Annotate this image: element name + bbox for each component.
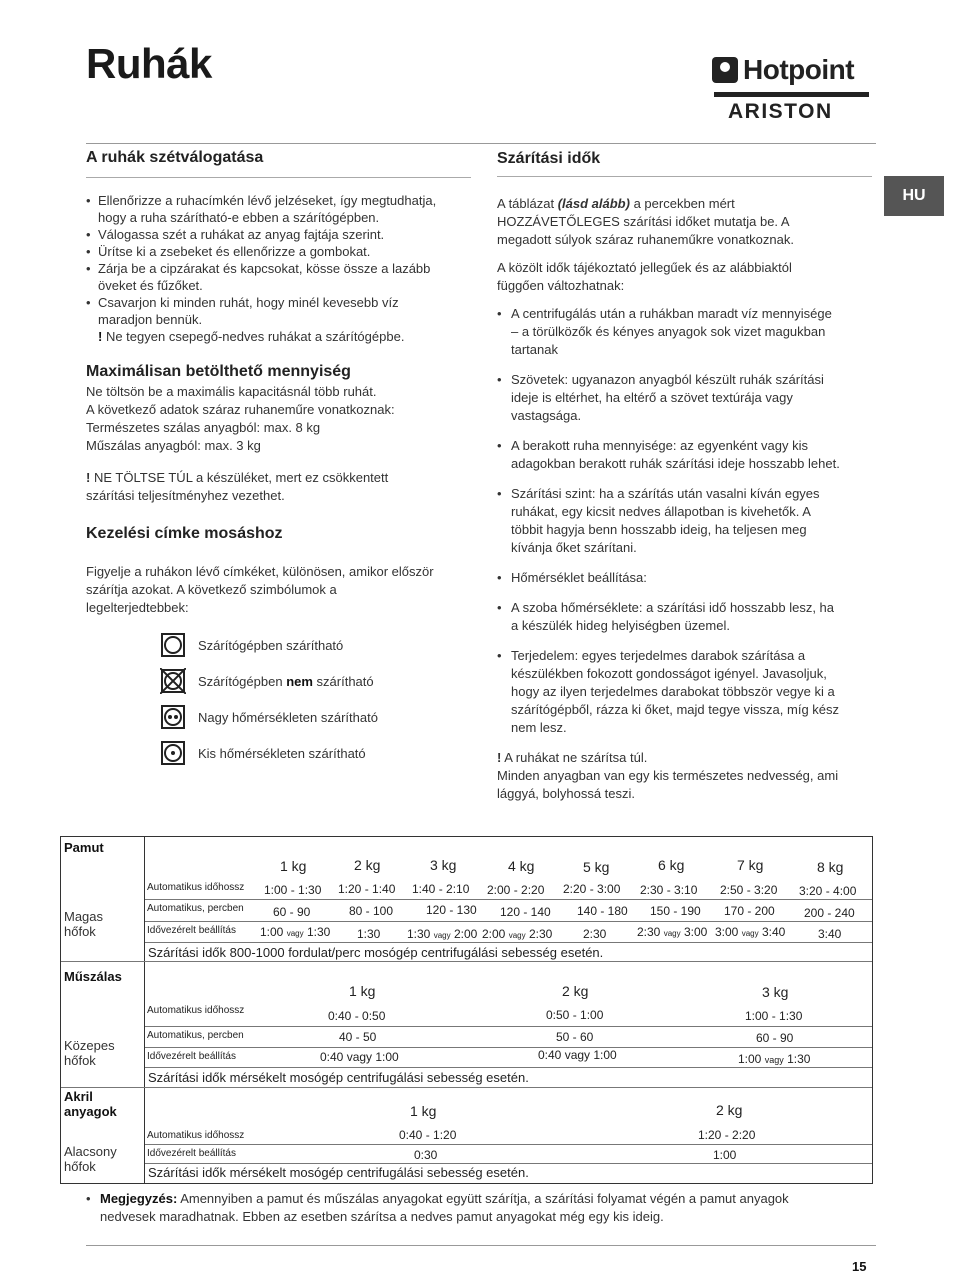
no-tumble-dry-icon — [160, 668, 186, 694]
table-cell: 1:00 vagy 1:30 — [738, 1052, 811, 1066]
drying-times-heading: Szárítási idők — [497, 150, 601, 167]
table-cell: 1 kg — [410, 1103, 437, 1119]
care-label-heading: Kezelési címke mosáshoz — [86, 525, 283, 542]
brand-logo — [712, 54, 872, 124]
table-cell: 60 - 90 — [756, 1031, 794, 1045]
brand-sub: ARISTON — [728, 100, 833, 123]
table-cell: 60 - 90 — [273, 905, 311, 919]
table-cell: 2:00 vagy 2:30 — [482, 927, 553, 941]
synthetic-temp: Közepes hőfok — [64, 1038, 115, 1068]
header-divider — [86, 143, 876, 144]
table-cell: 2:30 - 3:10 — [640, 883, 698, 897]
row-label: Automatikus időhossz — [147, 882, 245, 893]
row-divider — [145, 899, 872, 900]
table-cell: 2:20 - 3:00 — [563, 882, 621, 896]
table-cell: 3:00 vagy 3:40 — [715, 925, 786, 939]
table-cell: 80 - 100 — [349, 904, 394, 918]
language-tab: HU — [884, 176, 944, 216]
table-cell: 40 - 50 — [339, 1030, 377, 1044]
table-cell: 1:30 — [357, 927, 381, 941]
list-item: • A szoba hőmérséklete: a szárítási idő hosszabb lesz, ha a készülék hideg helyiségben üzemel. — [497, 599, 872, 635]
footnote: • Megjegyzés: Amennyiben a pamut és műszálas anyagokat együtt szárítja, a szárítási folyamat végén a pamut anyagok nedvesek maradhatnak. Ebben az esetben szárítsa a nedves pamut anyagokat még egy kis ideig. — [86, 1191, 789, 1224]
row-divider — [145, 1163, 872, 1164]
list-item: • Zárja be a cipzárakat és kapcsokat, kösse össze a lazább öveket és fűzőket. — [86, 260, 471, 294]
list-item: • Ürítse ki a zsebeket és ellenőrizze a gombokat. — [86, 243, 471, 260]
table-cell: 1:00 — [713, 1148, 737, 1162]
table-cell: 0:40 - 0:50 — [328, 1009, 386, 1023]
row-label: Idővezérelt beállítás — [147, 1051, 236, 1062]
left-column — [86, 148, 471, 771]
row-divider — [145, 1047, 872, 1048]
tumble-dry-icon — [160, 632, 186, 658]
synthetic-category: Műszálas — [64, 969, 122, 984]
table-cell: 3 kg — [762, 984, 789, 1000]
list-item: • Válogassa szét a ruhákat az anyag fajtája szerint. — [86, 226, 471, 243]
table-cell: 150 - 190 — [650, 904, 701, 918]
table-cell: 0:40 - 1:20 — [399, 1128, 457, 1142]
table-cell: 0:40 vagy 1:00 — [320, 1050, 399, 1064]
page-title: Ruhák — [86, 40, 212, 87]
drying-factors: A közölt idők tájékoztató jellegűek és az alábbiaktól függően változhatnak: — [497, 260, 792, 293]
max-load-heading: Maximálisan betölthető mennyiség — [86, 363, 351, 380]
drying-time-table — [60, 836, 873, 1184]
row-divider — [145, 1144, 872, 1145]
symbol-row: Szárítógépben nem szárítható — [86, 663, 471, 699]
page-number: 15 — [852, 1259, 867, 1274]
table-cell: 1:00 - 1:30 — [264, 883, 322, 897]
row-label: Idővezérelt beállítás — [147, 925, 236, 936]
table-cell: 0:50 - 1:00 — [546, 1008, 604, 1022]
brand-name: Hotpoint — [743, 54, 855, 85]
row-divider — [145, 1026, 872, 1027]
table-cell: 50 - 60 — [556, 1030, 594, 1044]
table-cell: 6 kg — [658, 857, 685, 873]
cotton-temp: Magas hőfok — [64, 909, 104, 939]
table-cell: 1:40 - 2:10 — [412, 882, 470, 896]
list-item: • Szövetek: ugyanazon anyagból készült ruhák szárítási ideje is eltérhet, ha eltérő a szövet textúrája vagy vastagsága. — [497, 371, 872, 425]
row-label: Automatikus, percben — [147, 1030, 244, 1041]
table-cell: 2:00 - 2:20 — [487, 883, 545, 897]
table-cell: 8 kg — [817, 859, 844, 875]
table-cell: 2 kg — [716, 1102, 743, 1118]
max-load-text: Ne töltsön be a maximális kapacitásnál több ruhát. A következő adatok száraz ruhaneműre vonatkoznak: Természetes szálas anyagból: max. 8 kg Műszálas anyagból: max. 3 kg — [86, 384, 395, 453]
logo-divider — [714, 92, 869, 97]
symbol-row: Szárítógépben szárítható — [86, 627, 471, 663]
drying-intro: A táblázat (lásd alább) a percekben mért HOZZÁVETŐLEGES szárítási időket mutatja be. A megadott súlyok száraz ruhaneműkre vonatkoznak. — [497, 196, 794, 247]
table-cell: 0:30 — [414, 1148, 438, 1162]
row-divider — [145, 942, 872, 943]
acrylic-category: Akril anyagok — [64, 1089, 117, 1119]
care-label-intro: Figyelje a ruhákon lévő címkéket, különösen, amikor először szárítja azokat. A következő szimbólumok a legelterjedtebbek: — [86, 564, 434, 615]
high-heat-icon — [160, 704, 186, 730]
acrylic-note: Szárítási idők mérsékelt mosógép centrifugálási sebesség esetén. — [148, 1165, 529, 1180]
symbol-row: Nagy hőmérsékleten szárítható — [86, 699, 471, 735]
table-cell: 4 kg — [508, 858, 535, 874]
drying-times-divider — [497, 176, 872, 177]
list-item: • Csavarjon ki minden ruhát, hogy minél kevesebb víz maradjon bennük. — [86, 294, 471, 328]
table-cell: 120 - 130 — [426, 903, 477, 917]
list-item: • Szárítási szint: ha a szárítás után vasalni kíván egyes ruhákat, egy kicsit nedves állapotban is kivehetők. A többit hagyja benn hosszabb ideig, ha teljesen meg kívánja őket szárítani. — [497, 485, 872, 557]
table-divider — [144, 837, 145, 1183]
hotpoint-logo-icon — [712, 57, 738, 83]
list-item: • Terjedelem: egyes terjedelmes darabok szárítása a készülékben fokozott gondosságot igényel. Javasoljuk, hogy az ilyen terjedelmes darabokat többször vegye ki a szárítógépből, rázza ki őket, majd tegye vissza, míg kész nem lesz. — [497, 647, 872, 737]
cotton-note: Szárítási idők 800-1000 fordulat/perc mosógép centrifugálási sebesség esetén. — [148, 945, 604, 960]
drying-factor-list — [497, 305, 872, 737]
drying-warning: ! A ruhákat ne szárítsa túl. Minden anyagban van egy kis természetes nedvesség, ami lággyá, bolyhossá teszi. — [497, 750, 839, 801]
table-cell: 3:40 — [818, 927, 842, 941]
symbol-list — [86, 627, 471, 771]
table-cell: 170 - 200 — [724, 904, 775, 918]
table-cell: 1:00 vagy 1:30 — [260, 925, 331, 939]
row-label: Idővezérelt beállítás — [147, 1148, 236, 1159]
table-cell: 2:50 - 3:20 — [720, 883, 778, 897]
footer-divider — [86, 1245, 876, 1246]
row-label: Automatikus, percben — [147, 903, 244, 914]
max-load-warning: ! NE TÖLTSE TÚL a készüléket, mert ez csökkentett szárítási teljesítményhez vezethet. — [86, 470, 389, 503]
table-cell: 5 kg — [583, 859, 610, 875]
list-item: • Hőmérséklet beállítása: — [497, 569, 872, 587]
list-item: • A berakott ruha mennyisége: az egyenként vagy kis adagokban berakott ruhák szárítási ideje hosszabb lehet. — [497, 437, 872, 473]
row-divider — [145, 921, 872, 922]
table-cell: 2:30 — [583, 927, 607, 941]
list-item: • Ellenőrizze a ruhacímkén lévő jelzéseket, így megtudhatja, hogy a ruha szárítható-e ebben a szárítógépben. — [86, 192, 471, 226]
table-cell: 1 kg — [349, 983, 376, 999]
table-cell: 140 - 180 — [577, 904, 628, 918]
row-divider — [61, 1087, 872, 1088]
table-cell: 1:20 - 1:40 — [338, 882, 396, 896]
sorting-divider — [86, 177, 471, 178]
acrylic-temp: Alacsony hőfok — [64, 1144, 117, 1174]
table-cell: 3 kg — [430, 857, 457, 873]
row-divider — [61, 961, 872, 962]
row-label: Automatikus időhossz — [147, 1130, 245, 1141]
symbol-row: Kis hőmérsékleten szárítható — [86, 735, 471, 771]
row-divider — [145, 1067, 872, 1068]
sorting-warning: ! Ne tegyen csepegő-nedves ruhákat a szárítógépbe. — [98, 329, 405, 344]
table-cell: 1 kg — [280, 858, 307, 874]
table-cell: 7 kg — [737, 857, 764, 873]
table-cell: 1:30 vagy 2:00 — [407, 927, 478, 941]
low-heat-icon — [160, 740, 186, 766]
table-cell: 120 - 140 — [500, 905, 551, 919]
table-cell: 0:40 vagy 1:00 — [538, 1048, 617, 1062]
synthetic-note: Szárítási idők mérsékelt mosógép centrifugálási sebesség esetén. — [148, 1070, 529, 1085]
list-item: • A centrifugálás után a ruhákban maradt víz mennyisége – a törülközők és kényes anyagok sok vizet magukban tartanak — [497, 305, 872, 359]
table-cell: 2 kg — [354, 857, 381, 873]
cotton-category: Pamut — [64, 840, 104, 855]
table-cell: 1:00 - 1:30 — [745, 1009, 803, 1023]
table-cell: 1:20 - 2:20 — [698, 1128, 756, 1142]
sorting-list — [86, 192, 471, 328]
table-cell: 200 - 240 — [804, 906, 855, 920]
sorting-heading: A ruhák szétválogatása — [86, 149, 264, 166]
table-cell: 2 kg — [562, 983, 589, 999]
table-cell: 2:30 vagy 3:00 — [637, 925, 708, 939]
right-column — [497, 148, 872, 803]
row-label: Automatikus időhossz — [147, 1005, 245, 1016]
table-cell: 3:20 - 4:00 — [799, 884, 857, 898]
